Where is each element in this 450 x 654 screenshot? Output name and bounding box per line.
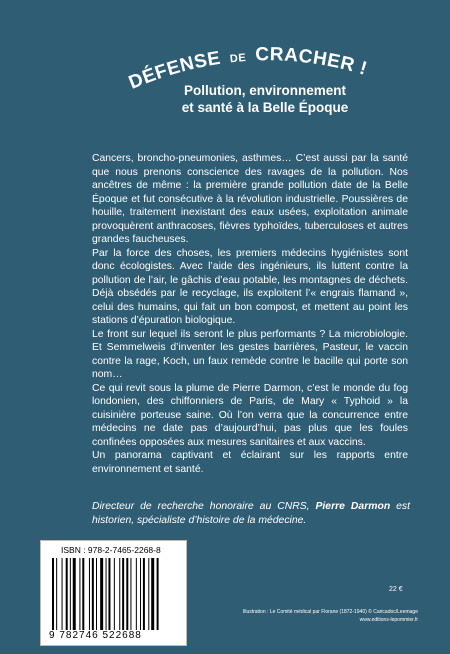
blurb-paragraph: Un panorama captivant et éclairant sur les rapports entre environnement et santé. — [92, 450, 408, 475]
subtitle-line-2: et santé à la Belle Époque — [181, 100, 349, 115]
author-name: Pierre Darmon — [315, 501, 391, 512]
isbn-label: ISBN : 978-2-7465-2268-8 — [61, 545, 161, 555]
blurb-paragraph: Le front sur lequel ils seront le plus performants ? La microbiologie. Et Semmelweis d’inventer les gestes barrières, Pasteur, le vaccin contre la rage, Koch, un faux remède contre le bacille qui porte son nom… — [92, 328, 408, 380]
blurb-paragraph: Ce qui revit sous la plume de Pierre Darmon, c’est le monde du fog londonien, des chiffonniers de Paris, de Mary « Typhoid » la cuisinière porteuse saine. Où l’on verra que la concurrence entre médecins ne date pas d’aujourd’hui, pas plus que les foules confinées opposées aux mesures sanitaires et aux vaccins. — [92, 382, 408, 448]
blurb — [92, 152, 408, 476]
blurb-paragraph: Cancers, broncho-pneumonies, asthmes… C’est aussi par la santé que nous prenons conscience des ravages de la pollution. Nos ancêtres de même : la première grande pollution date de la Belle Époque et fut consécutive à la révolution industrielle. Poussières de houille, traitement inexistant des eaux usées, exploitation animale provoquèrent anthracoses, fièvres typhoïdes, tuberculoses et autres grandes faucheuses. — [92, 153, 408, 245]
title-part-defense: DÉFENSE — [125, 47, 223, 94]
price: 22 € — [389, 586, 403, 593]
illustration-credit: Illustration : Le Comité médical par Florane (1872-1940) © Caricadoc/Leemage — [242, 609, 418, 615]
author-bio — [92, 500, 410, 527]
publisher-website: www.editions-lepommier.fr — [359, 617, 418, 623]
book-subtitle — [150, 82, 380, 116]
barcode-icon — [49, 558, 179, 630]
barcode-number: 9 782746 522688 — [49, 630, 142, 641]
title-part-de: DE — [229, 51, 247, 66]
isbn-barcode-box — [40, 540, 187, 646]
credits — [208, 608, 418, 624]
blurb-paragraph: Par la force des choses, les premiers médecins hygiénistes sont donc écologistes. Avec l’aide des ingénieurs, ils luttent contre la pollution de l’air, le gâchis d’eau potable, les montagnes de déchets. Déjà obsédés par le recyclage, ils exploitent l’« engrais flamand », celui des humains, qui fait un bon compost, et mettent au point les stations d’épuration biologique. — [92, 247, 408, 326]
title-part-cracher: CRACHER ! — [255, 44, 370, 80]
author-bio-before: Directeur de recherche honoraire au CNRS, — [92, 501, 316, 512]
subtitle-line-1: Pollution, environnement — [183, 83, 346, 98]
author-bio-after: est historien, spécialiste d’histoire de la médecine. — [92, 501, 410, 526]
